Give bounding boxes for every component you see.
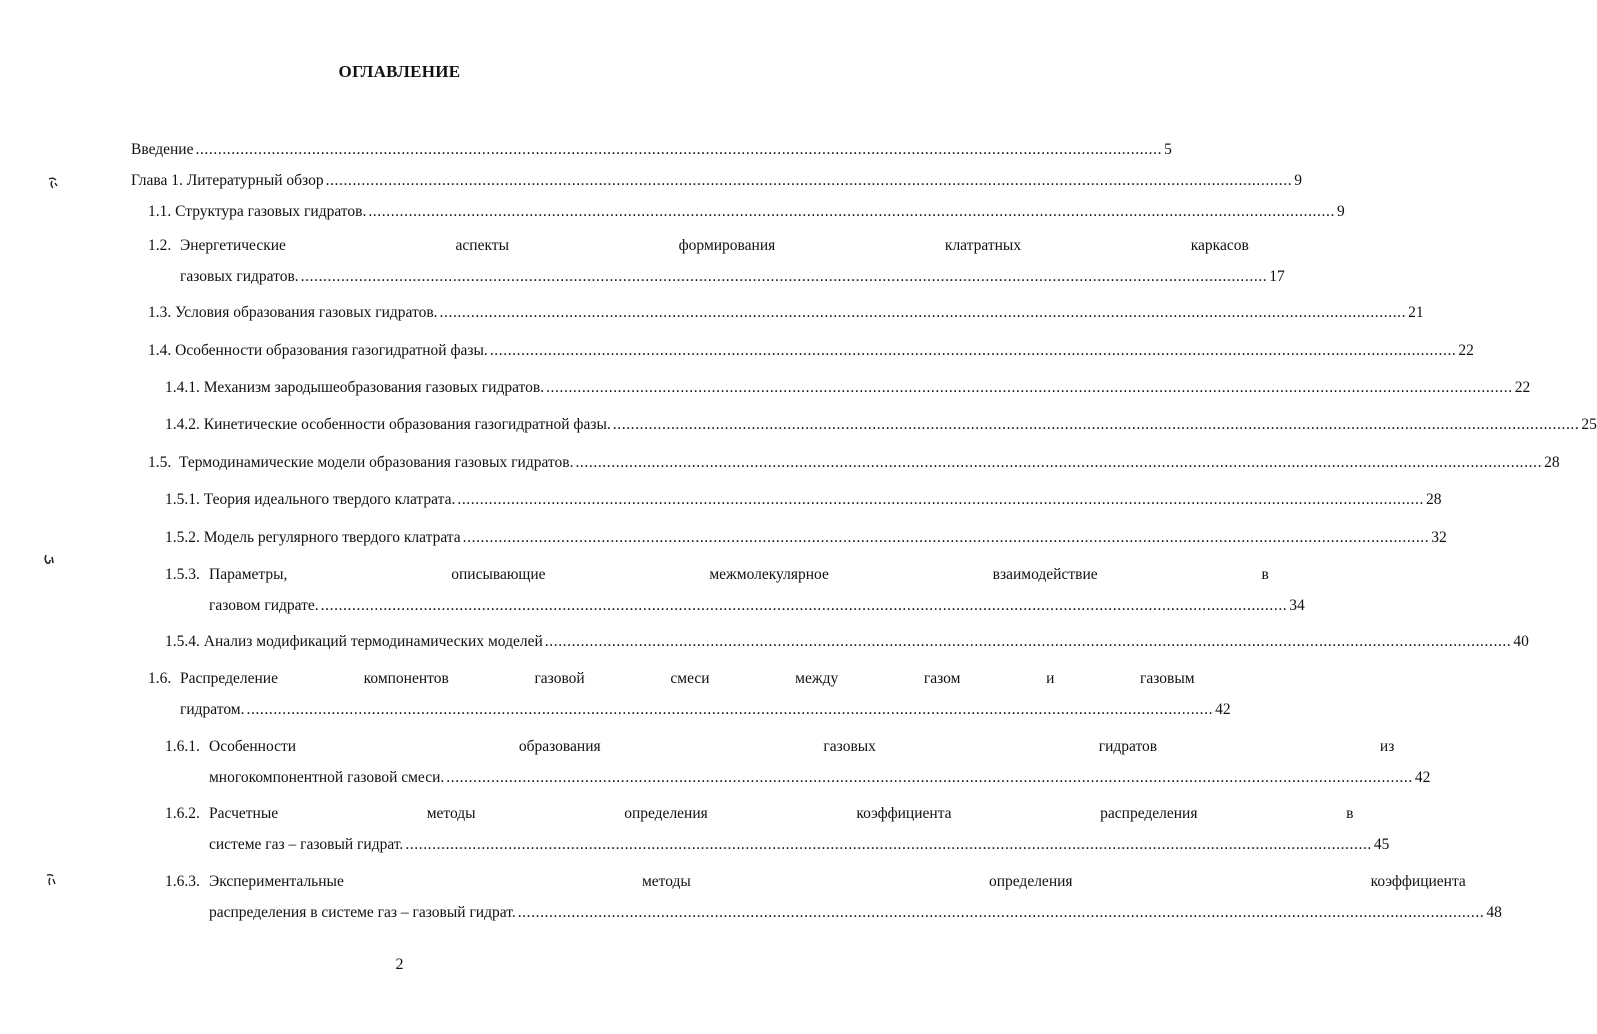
toc-entry-1-4: 1.4. Особенности образования газогидратной фазы. ..... 22 bbox=[148, 342, 736, 360]
toc-entry-1-4-1: 1.4.1. Механизм зародышеобразования газовых гидратов. ..... 22 bbox=[165, 379, 736, 397]
toc-entry-1-6-1: 1.6.1. Особенности образования газовых гидратов из многокомпонентной газовой смеси. ..... 42 bbox=[165, 738, 736, 787]
toc-entry-1-5-4: 1.5.4. Анализ модификаций термодинамических моделей ..... 40 bbox=[165, 633, 736, 651]
margin-mark bbox=[46, 176, 60, 190]
toc-entry-1-6: 1.6. Распределение компонентов газовой смеси между газом и газовым гидратом. ..... 42 bbox=[148, 670, 736, 719]
toc-entry-1-6-3: 1.6.3. Экспериментальные методы определения коэффициента распределения в системе газ – газовый гидрат. ..... 48 bbox=[165, 873, 736, 922]
page-number: 2 bbox=[395, 956, 404, 973]
toc-entry-chapter-1: Глава 1. Литературный обзор ..... 9 bbox=[131, 172, 736, 190]
margin-mark bbox=[42, 552, 56, 566]
toc-entry-1-4-2: 1.4.2. Кинетические особенности образования газогидратной фазы. ..... 25 bbox=[165, 416, 736, 434]
toc-entry-1-6-2: 1.6.2. Расчетные методы определения коэффициента распределения в системе газ – газовый гидрат. ..... 45 bbox=[165, 805, 736, 854]
toc-entry-introduction: Введение ..... 5 bbox=[131, 141, 736, 159]
toc-entry-1-2: 1.2. Энергетические аспекты формирования клатратных каркасов газовых гидратов. ..... 17 bbox=[148, 237, 736, 286]
margin-mark bbox=[44, 872, 58, 886]
toc-entry-1-5-3: 1.5.3. Параметры, описывающие межмолекулярное взаимодействие в газовом гидрате. ..... 34 bbox=[165, 566, 736, 615]
page-title: ОГЛАВЛЕНИЕ bbox=[338, 62, 461, 81]
toc-entry-1-5-2: 1.5.2. Модель регулярного твердого клатрата ..... 32 bbox=[165, 529, 736, 547]
toc-entry-1-3: 1.3. Условия образования газовых гидратов. ..... 21 bbox=[148, 304, 736, 322]
toc-entry-1-1: 1.1. Структура газовых гидратов. ..... 9 bbox=[148, 203, 736, 221]
toc-entry-1-5: 1.5. Термодинамические модели образования газовых гидратов. ..... 28 bbox=[148, 454, 736, 472]
toc-entry-1-5-1: 1.5.1. Теория идеального твердого клатрата. ..... 28 bbox=[165, 491, 736, 509]
